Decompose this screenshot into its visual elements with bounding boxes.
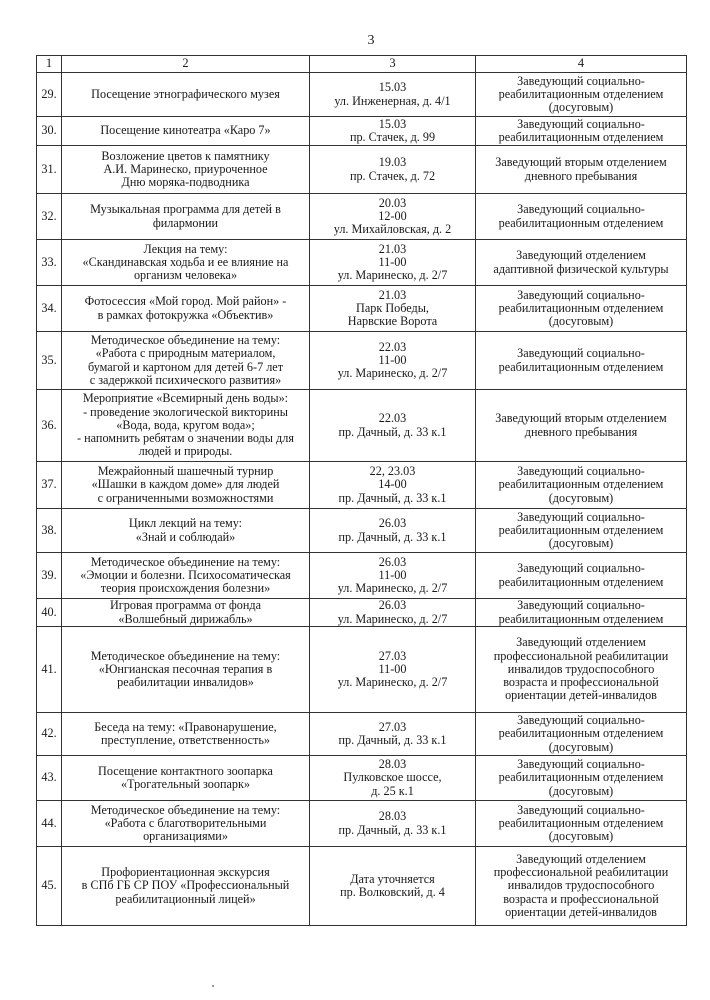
header-cell-number: 1 [37,56,62,73]
responsible-cell: Заведующий социально- реабилитационным отделением (досуговым) [476,462,687,509]
event-cell: Посещение контактного зоопарка «Трогательный зоопарк» [62,756,310,801]
responsible-cell: Заведующий отделением профессиональной реабилитации инвалидов трудоспособного возраста и профессиональной ориентации детей-инвалидов [476,627,687,713]
table-row [37,599,687,627]
date-place-cell: 26.03 пр. Дачный, д. 33 к.1 [310,509,476,553]
row-number: 29. [37,73,62,117]
row-number: 39. [37,553,62,599]
schedule-table [36,55,687,926]
date-place-cell: 21.03 Парк Победы, Нарвские Ворота [310,286,476,332]
header-cell-event: 2 [62,56,310,73]
date-place-cell: 27.03 11-00 ул. Маринеско, д. 2/7 [310,627,476,713]
event-cell: Музыкальная программа для детей в филармонии [62,194,310,240]
row-number: 32. [37,194,62,240]
date-place-cell: Дата уточняется пр. Волковский, д. 4 [310,847,476,926]
event-cell: Игровая программа от фонда «Волшебный дирижабль» [62,599,310,627]
date-place-cell: 22.03 пр. Дачный, д. 33 к.1 [310,390,476,462]
header-cell-responsible: 4 [476,56,687,73]
table-row [37,847,687,926]
table-row [37,509,687,553]
event-cell: Межрайонный шашечный турнир «Шашки в каждом доме» для людей с ограниченными возможностями [62,462,310,509]
event-cell: Лекция на тему: «Скандинавская ходьба и ее влияние на организм человека» [62,240,310,286]
event-cell: Возложение цветов к памятнику А.И. Маринеско, приуроченное Дню моряка-подводника [62,146,310,194]
responsible-cell: Заведующий социально- реабилитационным отделением [476,599,687,627]
event-cell: Мероприятие «Всемирный день воды»: - проведение экологической викторины «Вода, вода, кругом вода»; - напомнить ребятам о значении воды для людей и природы. [62,390,310,462]
date-place-cell: 15.03 ул. Инженерная, д. 4/1 [310,73,476,117]
responsible-cell: Заведующий социально- реабилитационным отделением (досуговым) [476,713,687,756]
date-place-cell: 28.03 пр. Дачный, д. 33 к.1 [310,801,476,847]
date-place-cell: 15.03 пр. Стачек, д. 99 [310,117,476,146]
row-number: 34. [37,286,62,332]
event-cell: Методическое объединение на тему: «Юнгианская песочная терапия в реабилитации инвалидов» [62,627,310,713]
scan-speck [212,985,214,987]
event-cell: Фотосессия «Мой город. Мой район» - в рамках фотокружка «Объектив» [62,286,310,332]
table-row [37,73,687,117]
responsible-cell: Заведующий вторым отделением дневного пребывания [476,146,687,194]
table-header-row [37,56,687,73]
responsible-cell: Заведующий вторым отделением дневного пребывания [476,390,687,462]
table-row [37,801,687,847]
table-row [37,627,687,713]
event-cell: Методическое объединение на тему: «Работа с благотворительными организациями» [62,801,310,847]
date-place-cell: 19.03 пр. Стачек, д. 72 [310,146,476,194]
row-number: 37. [37,462,62,509]
date-place-cell: 22.03 11-00 ул. Маринеско, д. 2/7 [310,332,476,390]
event-cell: Посещение этнографического музея [62,73,310,117]
row-number: 42. [37,713,62,756]
row-number: 41. [37,627,62,713]
row-number: 31. [37,146,62,194]
responsible-cell: Заведующий социально- реабилитационным отделением [476,332,687,390]
responsible-cell: Заведующий социально- реабилитационным отделением (досуговым) [476,756,687,801]
table-row [37,462,687,509]
table-row [37,286,687,332]
date-place-cell: 26.03 11-00 ул. Маринеско, д. 2/7 [310,553,476,599]
responsible-cell: Заведующий социально- реабилитационным отделением [476,194,687,240]
row-number: 33. [37,240,62,286]
date-place-cell: 28.03 Пулковское шоссе, д. 25 к.1 [310,756,476,801]
event-cell: Методическое объединение на тему: «Работа с природным материалом, бумагой и картоном для детей 6-7 лет с задержкой психического развития» [62,332,310,390]
responsible-cell: Заведующий отделением профессиональной реабилитации инвалидов трудоспособного возраста и профессиональной ориентации детей-инвалидов [476,847,687,926]
page-number: 3 [367,33,375,48]
table-row [37,146,687,194]
date-place-cell: 21.03 11-00 ул. Маринеско, д. 2/7 [310,240,476,286]
table-row [37,240,687,286]
responsible-cell: Заведующий социально- реабилитационным отделением [476,117,687,146]
responsible-cell: Заведующий социально- реабилитационным отделением (досуговым) [476,73,687,117]
responsible-cell: Заведующий социально- реабилитационным отделением [476,553,687,599]
date-place-cell: 27.03 пр. Дачный, д. 33 к.1 [310,713,476,756]
row-number: 36. [37,390,62,462]
row-number: 38. [37,509,62,553]
date-place-cell: 20.03 12-00 ул. Михайловская, д. 2 [310,194,476,240]
date-place-cell: 22, 23.03 14-00 пр. Дачный, д. 33 к.1 [310,462,476,509]
table-row [37,713,687,756]
row-number: 44. [37,801,62,847]
responsible-cell: Заведующий социально- реабилитационным отделением (досуговым) [476,286,687,332]
responsible-cell: Заведующий социально- реабилитационным отделением (досуговым) [476,801,687,847]
responsible-cell: Заведующий социально- реабилитационным отделением (досуговым) [476,509,687,553]
header-cell-date-place: 3 [310,56,476,73]
row-number: 30. [37,117,62,146]
table-row [37,553,687,599]
table-row [37,332,687,390]
event-cell: Профориентационная экскурсия в СПб ГБ СР ПОУ «Профессиональный реабилитационный лицей» [62,847,310,926]
row-number: 45. [37,847,62,926]
table-row [37,756,687,801]
table-row [37,194,687,240]
row-number: 40. [37,599,62,627]
event-cell: Методическое объединение на тему: «Эмоции и болезни. Психосоматическая теория происхождения болезни» [62,553,310,599]
event-cell: Посещение кинотеатра «Каро 7» [62,117,310,146]
event-cell: Беседа на тему: «Правонарушение, преступление, ответственность» [62,713,310,756]
date-place-cell: 26.03 ул. Маринеско, д. 2/7 [310,599,476,627]
row-number: 43. [37,756,62,801]
responsible-cell: Заведующий отделением адаптивной физической культуры [476,240,687,286]
table-row [37,117,687,146]
table-row [37,390,687,462]
event-cell: Цикл лекций на тему: «Знай и соблюдай» [62,509,310,553]
row-number: 35. [37,332,62,390]
